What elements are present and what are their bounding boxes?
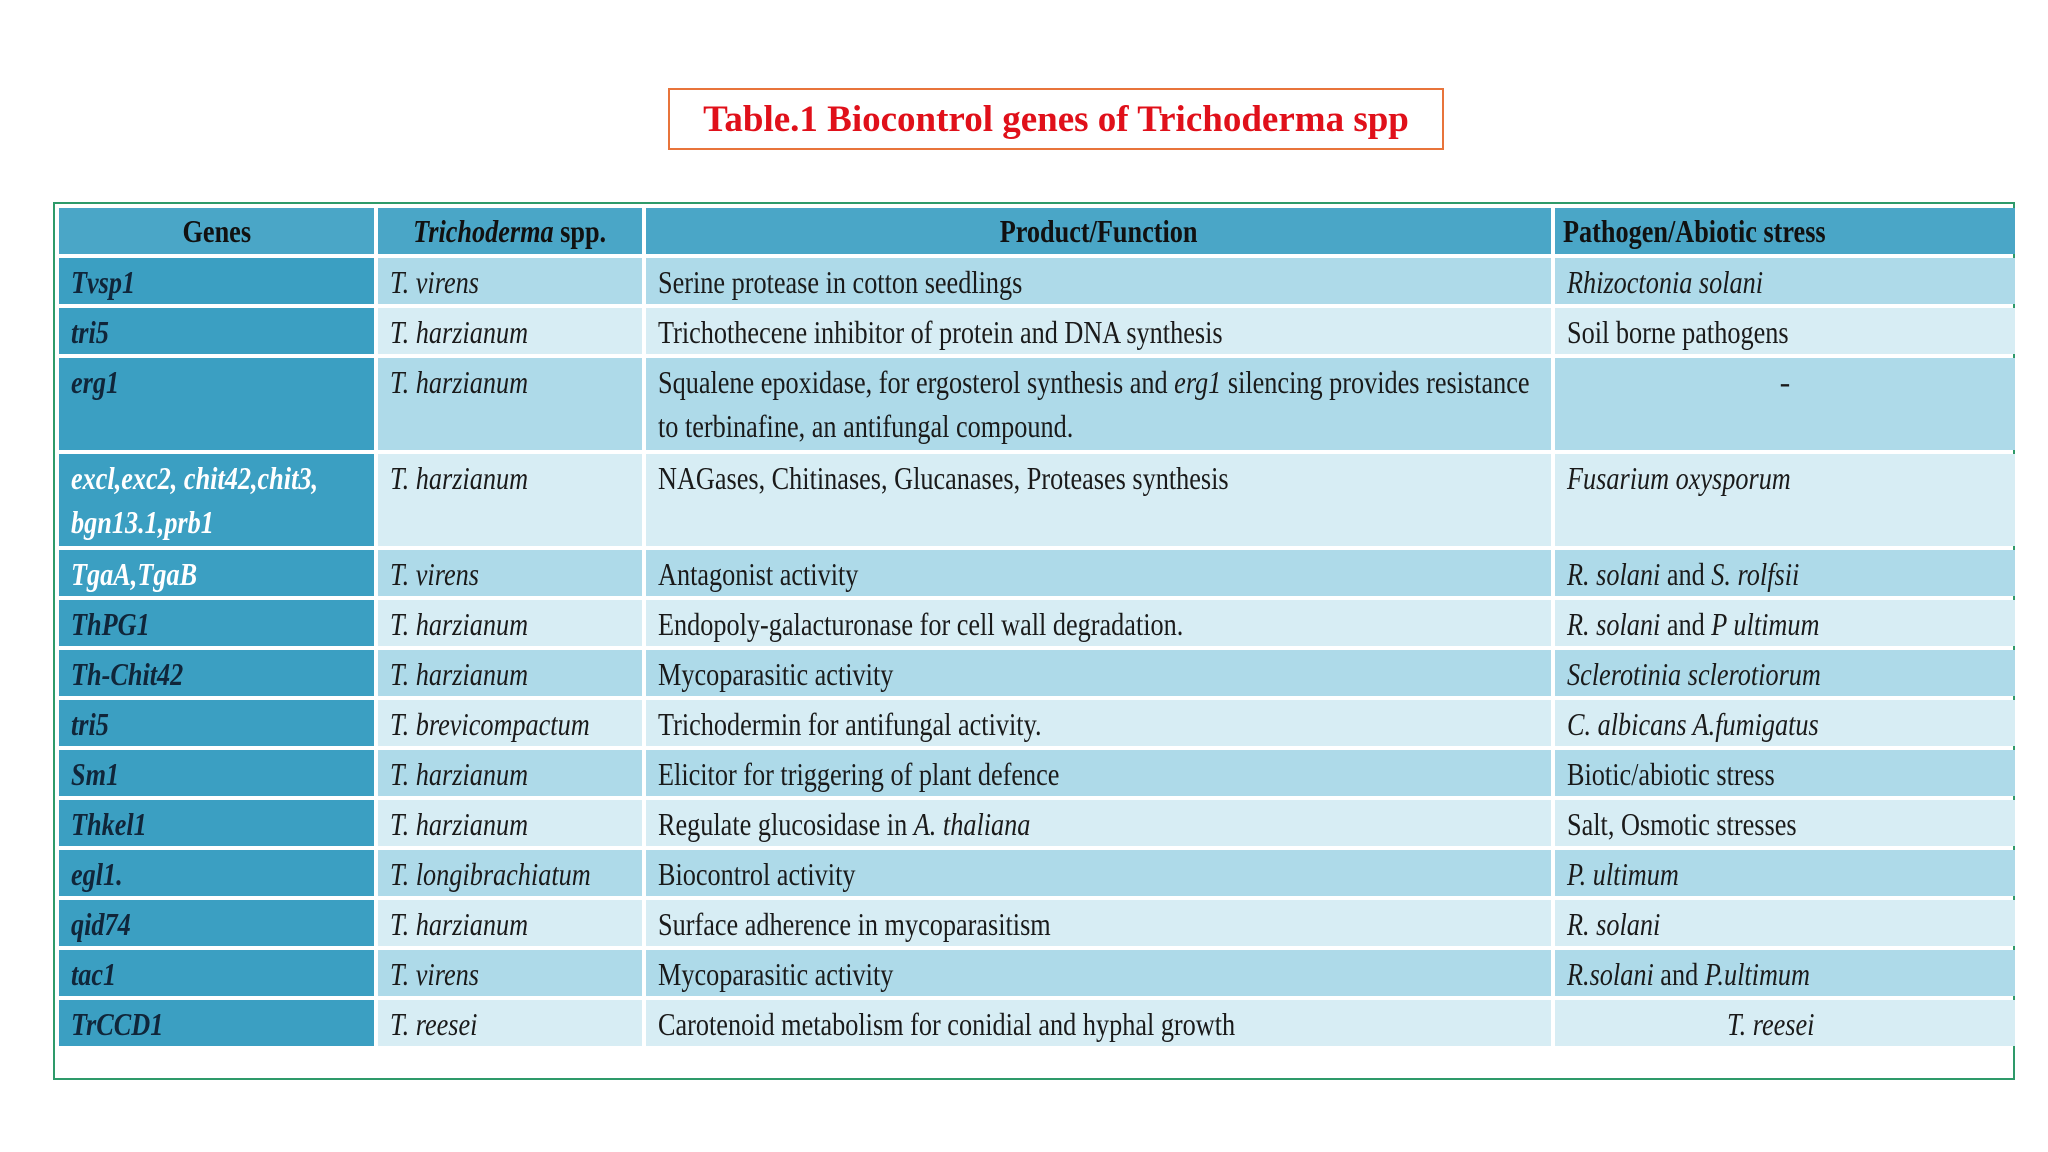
header-genes: Genes bbox=[59, 208, 374, 254]
species-cell: T. reesei bbox=[378, 1000, 642, 1046]
pathogen-cell: R.solani and P.ultimum bbox=[1555, 950, 2015, 996]
table-row bbox=[59, 454, 2015, 546]
header-row bbox=[59, 208, 2015, 254]
gene-cell: tac1 bbox=[59, 950, 374, 996]
table bbox=[55, 204, 2019, 1050]
product-cell: Regulate glucosidase in A. thaliana bbox=[646, 800, 1551, 846]
species-cell: T. harzianum bbox=[378, 750, 642, 796]
species-cell: T. harzianum bbox=[378, 650, 642, 696]
product-cell: Biocontrol activity bbox=[646, 850, 1551, 896]
product-cell: NAGases, Chitinases, Glucanases, Proteases synthesis bbox=[646, 454, 1551, 546]
product-cell: Antagonist activity bbox=[646, 550, 1551, 596]
gene-cell: TrCCD1 bbox=[59, 1000, 374, 1046]
pathogen-cell: - bbox=[1555, 358, 2015, 450]
species-cell: T. harzianum bbox=[378, 358, 642, 450]
pathogen-cell: Salt, Osmotic stresses bbox=[1555, 800, 2015, 846]
species-cell: T. harzianum bbox=[378, 900, 642, 946]
table-row bbox=[59, 1000, 2015, 1046]
table-caption-text: Table.1 Biocontrol genes of Trichoderma spp bbox=[703, 98, 1409, 140]
species-cell: T. virens bbox=[378, 950, 642, 996]
biocontrol-genes-table bbox=[53, 202, 2015, 1080]
table-row bbox=[59, 700, 2015, 746]
pathogen-cell: Fusarium oxysporum bbox=[1555, 454, 2015, 546]
gene-cell: ThPG1 bbox=[59, 600, 374, 646]
gene-cell: Thkel1 bbox=[59, 800, 374, 846]
gene-cell: tri5 bbox=[59, 700, 374, 746]
gene-cell: Tvsp1 bbox=[59, 258, 374, 304]
product-cell: Trichothecene inhibitor of protein and DNA synthesis bbox=[646, 308, 1551, 354]
product-cell: Mycoparasitic activity bbox=[646, 950, 1551, 996]
header-pathogen: Pathogen/Abiotic stress bbox=[1555, 208, 2015, 254]
species-cell: T. brevicompactum bbox=[378, 700, 642, 746]
table-caption bbox=[668, 88, 1444, 150]
gene-cell: Th-Chit42 bbox=[59, 650, 374, 696]
table-row bbox=[59, 850, 2015, 896]
species-cell: T. harzianum bbox=[378, 800, 642, 846]
gene-cell: Sm1 bbox=[59, 750, 374, 796]
table-row bbox=[59, 258, 2015, 304]
product-cell: Carotenoid metabolism for conidial and hyphal growth bbox=[646, 1000, 1551, 1046]
pathogen-cell: R. solani and P ultimum bbox=[1555, 600, 2015, 646]
pathogen-cell: R. solani bbox=[1555, 900, 2015, 946]
table-row bbox=[59, 800, 2015, 846]
species-cell: T. virens bbox=[378, 258, 642, 304]
header-species: Trichoderma spp. bbox=[378, 208, 642, 254]
pathogen-cell: Rhizoctonia solani bbox=[1555, 258, 2015, 304]
table-row bbox=[59, 650, 2015, 696]
species-cell: T. harzianum bbox=[378, 308, 642, 354]
species-cell: T. virens bbox=[378, 550, 642, 596]
table-row bbox=[59, 950, 2015, 996]
pathogen-cell: R. solani and S. rolfsii bbox=[1555, 550, 2015, 596]
product-cell: Serine protease in cotton seedlings bbox=[646, 258, 1551, 304]
table-row bbox=[59, 308, 2015, 354]
pathogen-cell: Soil borne pathogens bbox=[1555, 308, 2015, 354]
table-row bbox=[59, 358, 2015, 450]
table-row bbox=[59, 900, 2015, 946]
pathogen-cell: C. albicans A.fumigatus bbox=[1555, 700, 2015, 746]
pathogen-cell: Sclerotinia sclerotiorum bbox=[1555, 650, 2015, 696]
table-row bbox=[59, 550, 2015, 596]
pathogen-cell: P. ultimum bbox=[1555, 850, 2015, 896]
product-cell: Endopoly-galacturonase for cell wall degradation. bbox=[646, 600, 1551, 646]
table-row bbox=[59, 600, 2015, 646]
product-cell: Mycoparasitic activity bbox=[646, 650, 1551, 696]
pathogen-cell: T. reesei bbox=[1555, 1000, 2015, 1046]
product-cell: Elicitor for triggering of plant defence bbox=[646, 750, 1551, 796]
species-cell: T. longibrachiatum bbox=[378, 850, 642, 896]
gene-cell: TgaA,TgaB bbox=[59, 550, 374, 596]
species-cell: T. harzianum bbox=[378, 454, 642, 546]
gene-cell: egl1. bbox=[59, 850, 374, 896]
gene-cell: qid74 bbox=[59, 900, 374, 946]
gene-cell: tri5 bbox=[59, 308, 374, 354]
product-cell: Trichodermin for antifungal activity. bbox=[646, 700, 1551, 746]
product-cell: Squalene epoxidase, for ergosterol synthesis and erg1 silencing provides resistance to terbinafine, an antifungal compound. bbox=[646, 358, 1551, 450]
header-product: Product/Function bbox=[646, 208, 1551, 254]
species-cell: T. harzianum bbox=[378, 600, 642, 646]
table-row bbox=[59, 750, 2015, 796]
pathogen-cell: Biotic/abiotic stress bbox=[1555, 750, 2015, 796]
gene-cell: erg1 bbox=[59, 358, 374, 450]
product-cell: Surface adherence in mycoparasitism bbox=[646, 900, 1551, 946]
gene-cell: excl,exc2, chit42,chit3, bgn13.1,prb1 bbox=[59, 454, 374, 546]
